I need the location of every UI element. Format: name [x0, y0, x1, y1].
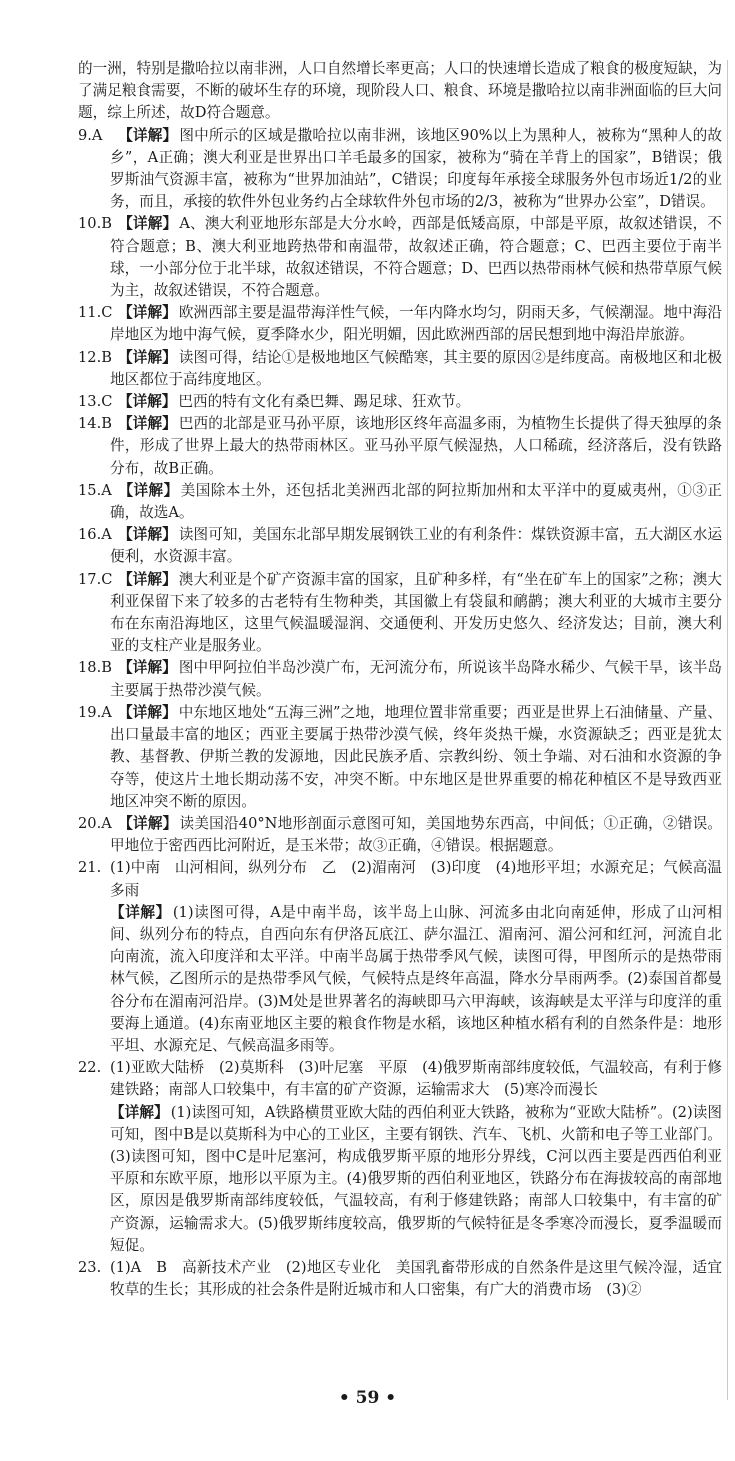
item-text: 欧洲西部主要是温带海洋性气候，一年内降水均匀，阴雨天多，气候潮湿。地中海沿岸地区为地中海气候，夏季降水少，阳光明媚，因此欧洲西部的居民想到地中海沿岸旅游。: [110, 304, 722, 344]
item-number: 15.A: [78, 481, 112, 499]
item-text: 澳大利亚是个矿产资源丰富的国家，且矿种多样，有“坐在矿车上的国家”之称；澳大利亚保留下来了较多的古老特有生物种类，其国徽上有袋鼠和鸸鹋；澳大利亚的大城市主要分布在东南沿海地区，这里气候温暖湿润、交通便利、开发历史悠久、经济发达；目前，澳大利亚的支柱产业是服务业。: [110, 570, 722, 655]
answer-item-10: [78, 213, 722, 302]
item-text: A、澳大利亚地形东部是大分水岭，西部是低矮高原，中部是平原，故叙述错误，不符合题意；B、澳大利亚地跨热带和南温带，故叙述正确，符合题意；C、巴西主要位于南半球，一小部分位于北半球，故叙述错误，不符合题意；D、巴西以热带雨林气候和热带草原气候为主，故叙述错误，不符合题意。: [110, 215, 722, 300]
answer-item-13: [78, 391, 722, 413]
item-number: 10.B: [78, 215, 112, 233]
item-text: 中东地区地处“五海三洲”之地，地理位置非常重要；西亚是世界上石油储量、产量、出口量最丰富的地区；西亚主要属于热带沙漠气候，终年炎热干燥，水资源缺乏；西亚是犹太教、基督教、伊斯兰教的发源地，因此民族矛盾、宗教纠纷、领土争端、对石油和水资源的争夺等，使这片土地长期动荡不安，冲突不断。中东地区是世界重要的棉花种植区不是导致西亚地区冲突不断的原因。: [110, 703, 722, 810]
item-number: 18.B: [78, 659, 112, 677]
item-number: 23.: [78, 1258, 102, 1276]
item-answer: (1)亚欧大陆桥 (2)莫斯科 (3)叶尼塞 平原 (4)俄罗斯南部纬度较低，气温较高，有利于修建铁路；南部人口较集中，有丰富的矿产资源，运输需求大 (5)寒冷而漫长: [110, 1059, 722, 1099]
detail-tag: 【详解】: [118, 570, 177, 588]
item-number: 13.C: [78, 393, 113, 411]
item-text: 巴西的特有文化有桑巴舞、踢足球、狂欢节。: [178, 393, 471, 411]
detail-tag: 【详解】: [118, 393, 177, 411]
answer-item-14: [78, 413, 722, 480]
answer-item-20: [78, 813, 722, 857]
answer-item-17: [78, 569, 722, 658]
detail-tag: 【详解】: [118, 703, 177, 721]
item-text: (1)读图可得，A是中南半岛，该半岛上山脉、河流多由北向南延伸，形成了山河相间、纵列分布的特点，自西向东有伊洛瓦底江、萨尔温江、湄南河、湄公河和红河，河流自北向南流，流入印度洋和太平洋。中南半岛属于热带季风气候，读图可得，甲图所示的是热带雨林气候，乙图所示的是热带季风气候，气候特点是终年高温，降水分旱雨两季。(2)泰国首都曼谷分布在湄南河沿岸。(3)M处是世界著名的海峡即马六甲海峡，该海峡是太平洋与印度洋的重要海上通道。(4)东南亚地区主要的粮食作物是水稻，该地区种植水稻有利的自然条件是：地形平坦、水源充足、气候高温多雨等。: [110, 903, 722, 1054]
item-text: 读图可得，结论①是极地地区气候酷寒，其主要的原因②是纬度高。南极地区和北极地区都位于高纬度地区。: [110, 348, 722, 388]
item-text: 巴西的北部是亚马孙平原，该地形区终年高温多雨，为植物生长提供了得天独厚的条件，形成了世界上最大的热带雨林区。亚马孙平原气候湿热，人口稀疏，经济落后，没有铁路分布，故B正确。: [110, 415, 722, 477]
answer-item-22: [78, 1057, 722, 1101]
detail-tag: 【详解】: [110, 1103, 169, 1121]
answer-item-12: [78, 347, 722, 391]
answer-item-18: [78, 657, 722, 701]
item-text: 图中甲阿拉伯半岛沙漠广布，无河流分布，所说该半岛降水稀少、气候干旱，该半岛主要属于热带沙漠气候。: [110, 659, 722, 699]
detail-tag: 【详解】: [118, 126, 178, 144]
item-number: 9.A: [78, 126, 103, 144]
item-number: 21.: [78, 859, 102, 877]
answer-item-21-detail: [78, 902, 722, 1057]
item-text: (1)读图可知，A铁路横贯亚欧大陆的西伯利亚大铁路，被称为“亚欧大陆桥”。(2)读图可知，图中B是以莫斯科为中心的工业区，主要有钢铁、汽车、飞机、火箭和电子等工业部门。(3)读图可知，图中C是叶尼塞河，构成俄罗斯平原的地形分界线，C河以西主要是西西伯利亚平原和东欧平原，地形以平原为主。(4)俄罗斯的西伯利亚地区，铁路分布在海拔较高的南部地区，原因是俄罗斯南部纬度较低，气温较高，有利于修建铁路；南部人口较集中，有丰富的矿产资源，运输需求大。(5)俄罗斯纬度较高，俄罗斯的气候特征是冬季寒冷而漫长，夏季温暖而短促。: [110, 1103, 722, 1254]
page-edge-line: [727, 60, 728, 1400]
detail-tag: 【详解】: [118, 348, 177, 366]
item-number: 11.C: [78, 304, 113, 322]
answer-item-9: [78, 125, 722, 214]
detail-tag: 【详解】: [118, 304, 177, 322]
answer-item-11: [78, 302, 722, 346]
detail-tag: 【详解】: [118, 481, 179, 499]
answer-item-23: [78, 1257, 722, 1301]
item-number: 12.B: [78, 348, 112, 366]
intro-paragraph: 的一洲，特别是撒哈拉以南非洲，人口自然增长率更高；人口的快速增长造成了粮食的极度短缺，为了满足粮食需要，不断的破坏生存的环境，现阶段人口、粮食、环境是撒哈拉以南非洲面临的巨大问题，综上所述，故D符合题意。: [78, 60, 722, 122]
item-number: 20.A: [78, 814, 112, 832]
item-text: 美国除本土外，还包括北美洲西北部的阿拉斯加州和太平洋中的夏威夷州，①③正确，故选A。: [110, 481, 722, 522]
detail-tag: 【详解】: [118, 215, 178, 233]
detail-tag: 【详解】: [118, 814, 178, 832]
item-text: 读美国沿40°N地形剖面示意图可知，美国地势东西高，中间低；①正确，②错误。甲地位于密西西比河附近，是玉米带；故③正确，④错误。根据题意。: [110, 814, 722, 855]
item-text: 读图可知，美国东北部早期发展钢铁工业的有利条件：煤铁资源丰富，五大湖区水运便利，水资源丰富。: [110, 526, 722, 566]
detail-tag: 【详解】: [118, 415, 177, 433]
item-number: 16.A: [78, 526, 112, 544]
detail-tag: 【详解】: [110, 903, 171, 921]
detail-tag: 【详解】: [118, 659, 177, 677]
item-number: 22.: [78, 1059, 102, 1077]
page-number: • 59 •: [338, 1388, 397, 1408]
item-number: 14.B: [78, 415, 112, 433]
item-answer: (1)A B 高新技术产业 (2)地区专业化 美国乳畜带形成的自然条件是这里气候冷湿，适宜牧草的生长；其形成的社会条件是附近城市和人口密集，有广大的消费市场 (3)②: [110, 1258, 722, 1299]
item-answer: (1)中南 山河相间，纵列分布 乙 (2)湄南河 (3)印度 (4)地形平坦；水源充足；气候高温多雨: [110, 859, 722, 899]
item-text: 图中所示的区域是撒哈拉以南非洲，该地区90%以上为黑种人，被称为“黑种人的故乡”，A正确；澳大利亚是世界出口羊毛最多的国家，被称为“骑在羊背上的国家”，B错误；俄罗斯油气资源丰富，被称为“世界加油站”，C错误；印度每年承接全球服务外包市场近1/2的业务，而且，承接的软件外包业务约占全球软件外包市场的2/3，被称为“世界办公室”，D错误。: [110, 126, 722, 211]
item-number: 17.C: [78, 570, 113, 588]
answer-item-16: [78, 524, 722, 568]
item-number: 19.A: [78, 703, 112, 721]
answer-item-19: [78, 702, 722, 813]
detail-tag: 【详解】: [118, 526, 177, 544]
answer-item-21: [78, 857, 722, 901]
answer-page: [78, 58, 722, 1301]
answer-item-15: [78, 480, 722, 524]
answer-item-22-detail: [78, 1102, 722, 1257]
